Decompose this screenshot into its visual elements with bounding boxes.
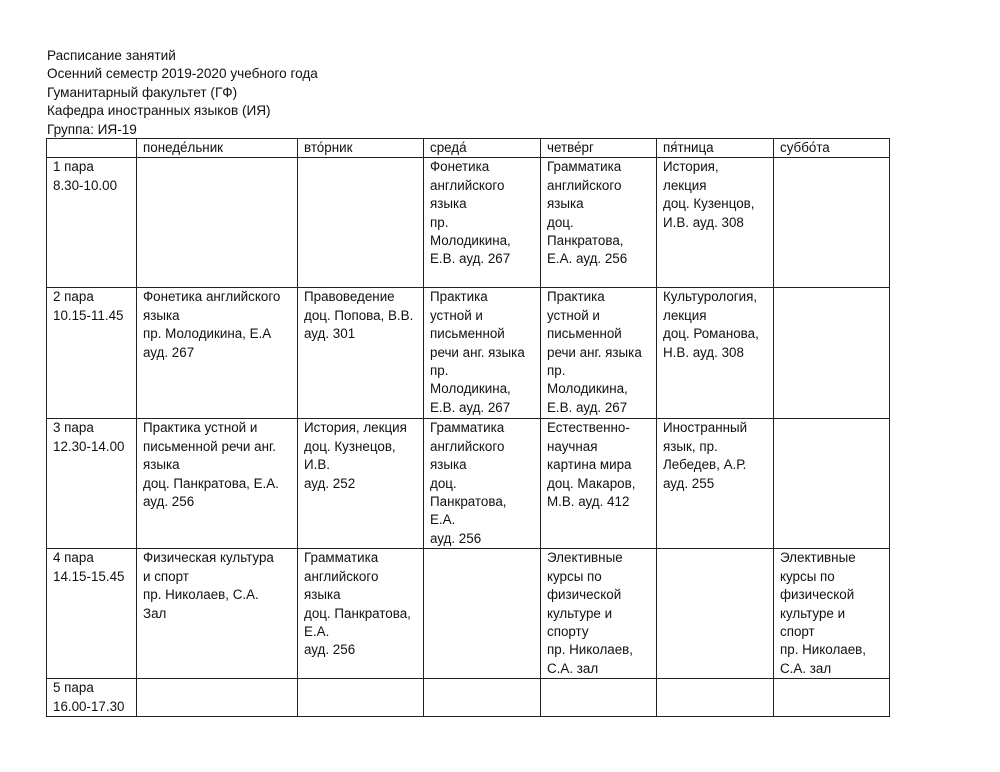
slot-cell: 3 пара 12.30-14.00 xyxy=(47,419,137,549)
slot-cell: 1 пара 8.30-10.00 xyxy=(47,158,137,288)
table-cell xyxy=(424,679,541,717)
document-header xyxy=(47,47,318,139)
table-cell xyxy=(774,679,890,717)
table-cell: Грамматика английского языка доц. Панкратова, Е.А. ауд. 256 xyxy=(298,549,424,679)
table-cell: Физическая культура и спорт пр. Николаев, С.А. Зал xyxy=(137,549,298,679)
slot-cell: 5 пара 16.00-17.30 xyxy=(47,679,137,717)
schedule-table xyxy=(46,138,890,717)
table-cell: История, лекция доц. Кузнецов, И.В. ауд. 252 xyxy=(298,419,424,549)
table-row xyxy=(47,419,890,549)
table-cell: Практика устной и письменной речи анг. языка пр. Молодикина, Е.В. ауд. 267 xyxy=(424,288,541,419)
group-line: Группа: ИЯ-19 xyxy=(47,121,137,137)
table-cell: Естественно- научная картина мира доц. Макаров, М.В. ауд. 412 xyxy=(541,419,657,549)
faculty-line: Гуманитарный факультет (ГФ) xyxy=(47,84,238,100)
table-row xyxy=(47,679,890,717)
table-cell: Грамматика английского языка доц. Панкратова, Е.А. ауд. 256 xyxy=(424,419,541,549)
table-cell xyxy=(298,679,424,717)
table-cell: Элективные курсы по физической культуре и спорту пр. Николаев, С.А. зал xyxy=(541,549,657,679)
header-cell-friday: пя́тница xyxy=(657,139,774,158)
table-cell xyxy=(657,679,774,717)
semester-line: Осенний семестр 2019-2020 учебного года xyxy=(47,66,318,82)
header-cell-tuesday: вто́рник xyxy=(298,139,424,158)
department-line: Кафедра иностранных языков (ИЯ) xyxy=(47,103,271,119)
header-cell-wednesday: среда́ xyxy=(424,139,541,158)
table-row xyxy=(47,158,890,288)
table-cell xyxy=(774,158,890,288)
table-cell xyxy=(137,158,298,288)
table-cell: Фонетика английского языка пр. Молодикина, Е.В. ауд. 267 xyxy=(424,158,541,288)
table-cell: Практика устной и письменной речи анг. языка пр. Молодикина, Е.В. ауд. 267 xyxy=(541,288,657,419)
table-cell xyxy=(424,549,541,679)
table-cell xyxy=(657,549,774,679)
table-cell: Фонетика английского языка пр. Молодикина, Е.А ауд. 267 xyxy=(137,288,298,419)
table-cell: Правоведение доц. Попова, В.В. ауд. 301 xyxy=(298,288,424,419)
table-cell: Грамматика английского языка доц. Панкратова, Е.А. ауд. 256 xyxy=(541,158,657,288)
slot-cell: 2 пара 10.15-11.45 xyxy=(47,288,137,419)
header-cell-monday: понеде́льник xyxy=(137,139,298,158)
table-cell: Практика устной и письменной речи анг. языка доц. Панкратова, Е.А. ауд. 256 xyxy=(137,419,298,549)
doc-title: Расписание занятий xyxy=(47,48,176,63)
table-cell: Иностранный язык, пр. Лебедев, А.Р. ауд. 255 xyxy=(657,419,774,549)
table-cell: Элективные курсы по физической культуре и спорт пр. Николаев, С.А. зал xyxy=(774,549,890,679)
header-cell-slot xyxy=(47,139,137,158)
header-cell-thursday: четве́рг xyxy=(541,139,657,158)
slot-cell: 4 пара 14.15-15.45 xyxy=(47,549,137,679)
header-cell-saturday: суббо́та xyxy=(774,139,890,158)
table-cell xyxy=(298,158,424,288)
table-cell xyxy=(774,288,890,419)
table-cell: Культурология, лекция доц. Романова, Н.В. ауд. 308 xyxy=(657,288,774,419)
table-cell: История, лекция доц. Кузенцов, И.В. ауд. 308 xyxy=(657,158,774,288)
table-cell xyxy=(541,679,657,717)
table-header-row xyxy=(47,139,890,158)
table-cell xyxy=(137,679,298,717)
table-row xyxy=(47,288,890,419)
table-row xyxy=(47,549,890,679)
table-cell xyxy=(774,419,890,549)
